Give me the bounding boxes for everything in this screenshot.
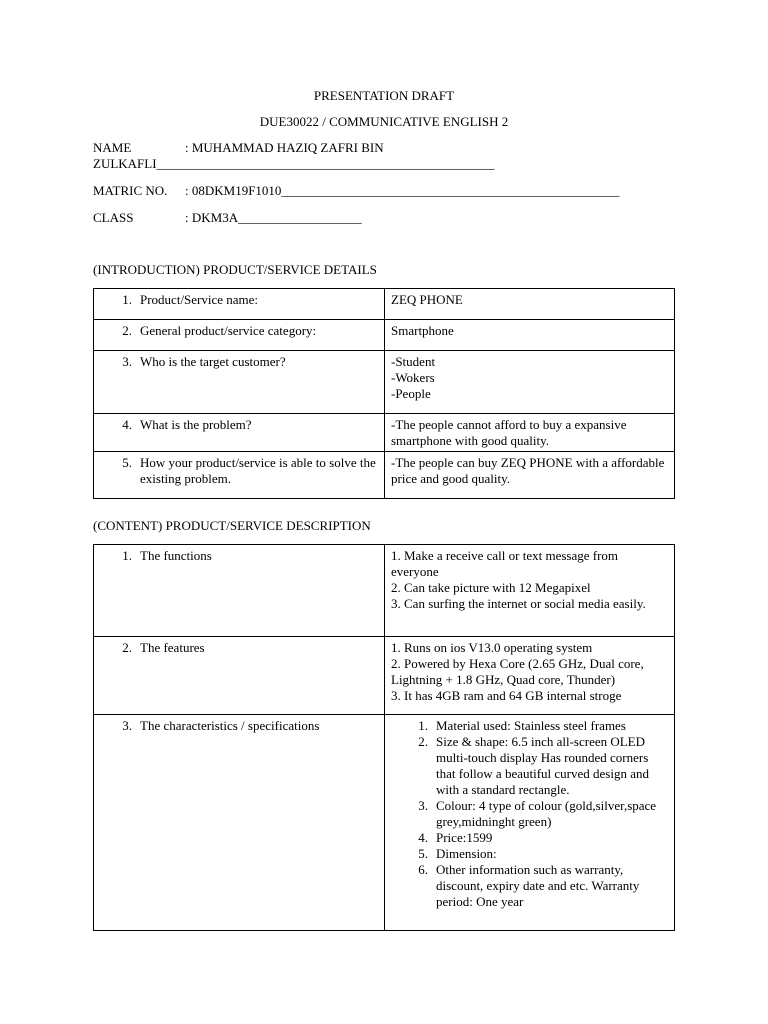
question-cell — [94, 289, 385, 320]
section-heading-content: (CONTENT) PRODUCT/SERVICE DESCRIPTION — [93, 518, 371, 533]
answer-line: -People — [391, 386, 431, 401]
row-number: 2. — [122, 640, 132, 655]
name-value-continued: ZULKAFLI____________________________________________________ — [93, 156, 495, 171]
answer-cell — [385, 637, 675, 715]
question-cell — [94, 452, 385, 499]
row-number: 1. — [122, 292, 132, 307]
row-number: 4. — [122, 417, 132, 432]
question-text: The characteristics / specifications — [140, 718, 320, 733]
list-number: 5. — [418, 846, 428, 861]
question-cell — [94, 637, 385, 715]
list-item — [391, 846, 668, 862]
answer-line: -Student — [391, 354, 436, 369]
question-text: Who is the target customer? — [140, 354, 286, 369]
list-number: 3. — [418, 798, 428, 813]
table-row — [94, 637, 675, 715]
list-number: 6. — [418, 862, 428, 877]
document-title: PRESENTATION DRAFT — [313, 88, 455, 103]
list-item — [391, 718, 668, 734]
matric-value: : 08DKM19F1010____________________________________________________ — [185, 183, 620, 198]
list-number: 4. — [418, 830, 428, 845]
name-label: NAME — [93, 140, 132, 155]
question-text: The functions — [140, 548, 212, 563]
answer-line: 3. Can surfing the internet or social media easily. — [391, 596, 646, 611]
answer-line: Smartphone — [391, 323, 454, 338]
answer-line: 3. It has 4GB ram and 64 GB internal stroge — [391, 688, 622, 703]
list-text: Dimension: — [436, 846, 497, 861]
class-label: CLASS — [93, 210, 134, 225]
question-cell — [94, 545, 385, 637]
row-number: 3. — [122, 354, 132, 369]
question-text: How your product/service is able to solve the existing problem. — [140, 455, 376, 486]
list-number: 1. — [418, 718, 428, 733]
question-cell — [94, 351, 385, 414]
section-heading-introduction: (INTRODUCTION) PRODUCT/SERVICE DETAILS — [93, 262, 377, 277]
question-cell — [94, 414, 385, 452]
name-value: : MUHAMMAD HAZIQ ZAFRI BIN — [185, 140, 384, 155]
table-row — [94, 545, 675, 637]
row-number: 5. — [122, 455, 132, 470]
answer-cell — [385, 545, 675, 637]
list-text: Colour: 4 type of colour (gold,silver,space grey,midninght green) — [436, 798, 657, 829]
answer-line: -Wokers — [391, 370, 435, 385]
row-number: 1. — [122, 548, 132, 563]
answer-line: 1. Runs on ios V13.0 operating system — [391, 640, 593, 655]
list-text: Price:1599 — [436, 830, 493, 845]
list-text: Material used: Stainless steel frames — [436, 718, 626, 733]
list-item — [391, 862, 668, 910]
row-number: 2. — [122, 323, 132, 338]
specifications-list — [391, 718, 668, 910]
list-item — [391, 798, 668, 830]
question-text: The features — [140, 640, 205, 655]
matric-label: MATRIC NO. — [93, 183, 168, 198]
answer-cell — [385, 452, 675, 499]
product-description-table — [93, 544, 675, 931]
list-item — [391, 830, 668, 846]
list-text: Size & shape: 6.5 inch all-screen OLED multi-touch display Has rounded corners that follow a beautiful curved design and with a standard rectangle. — [436, 734, 649, 797]
question-cell — [94, 715, 385, 931]
class-value: : DKM3A___________________ — [185, 210, 362, 225]
table-row — [94, 414, 675, 452]
answer-line: 2. Powered by Hexa Core (2.65 GHz, Dual core, Lightning + 1.8 GHz, Quad core, Thunder) — [391, 656, 644, 687]
list-number: 2. — [418, 734, 428, 749]
question-text: Product/Service name: — [140, 292, 259, 307]
answer-line: -The people can buy ZEQ PHONE with a affordable price and good quality. — [391, 455, 665, 486]
table-row — [94, 351, 675, 414]
answer-cell — [385, 289, 675, 320]
question-text: What is the problem? — [140, 417, 252, 432]
product-details-table — [93, 288, 675, 499]
list-text: Other information such as warranty, discount, expiry date and etc. Warranty period: One year — [436, 862, 640, 909]
answer-line: 2. Can take picture with 12 Megapixel — [391, 580, 591, 595]
question-cell — [94, 320, 385, 351]
answer-line: 1. Make a receive call or text message from everyone — [391, 548, 619, 579]
answer-cell — [385, 320, 675, 351]
table-row — [94, 452, 675, 499]
answer-cell — [385, 351, 675, 414]
question-text: General product/service category: — [140, 323, 317, 338]
row-number: 3. — [122, 718, 132, 733]
table-row — [94, 289, 675, 320]
answer-line: -The people cannot afford to buy a expansive smartphone with good quality. — [391, 417, 627, 448]
course-title: DUE30022 / COMMUNICATIVE ENGLISH 2 — [259, 114, 509, 129]
table-row — [94, 715, 675, 931]
answer-cell — [385, 414, 675, 452]
table-row — [94, 320, 675, 351]
answer-line: ZEQ PHONE — [391, 292, 463, 307]
answer-cell — [385, 715, 675, 931]
list-item — [391, 734, 668, 798]
